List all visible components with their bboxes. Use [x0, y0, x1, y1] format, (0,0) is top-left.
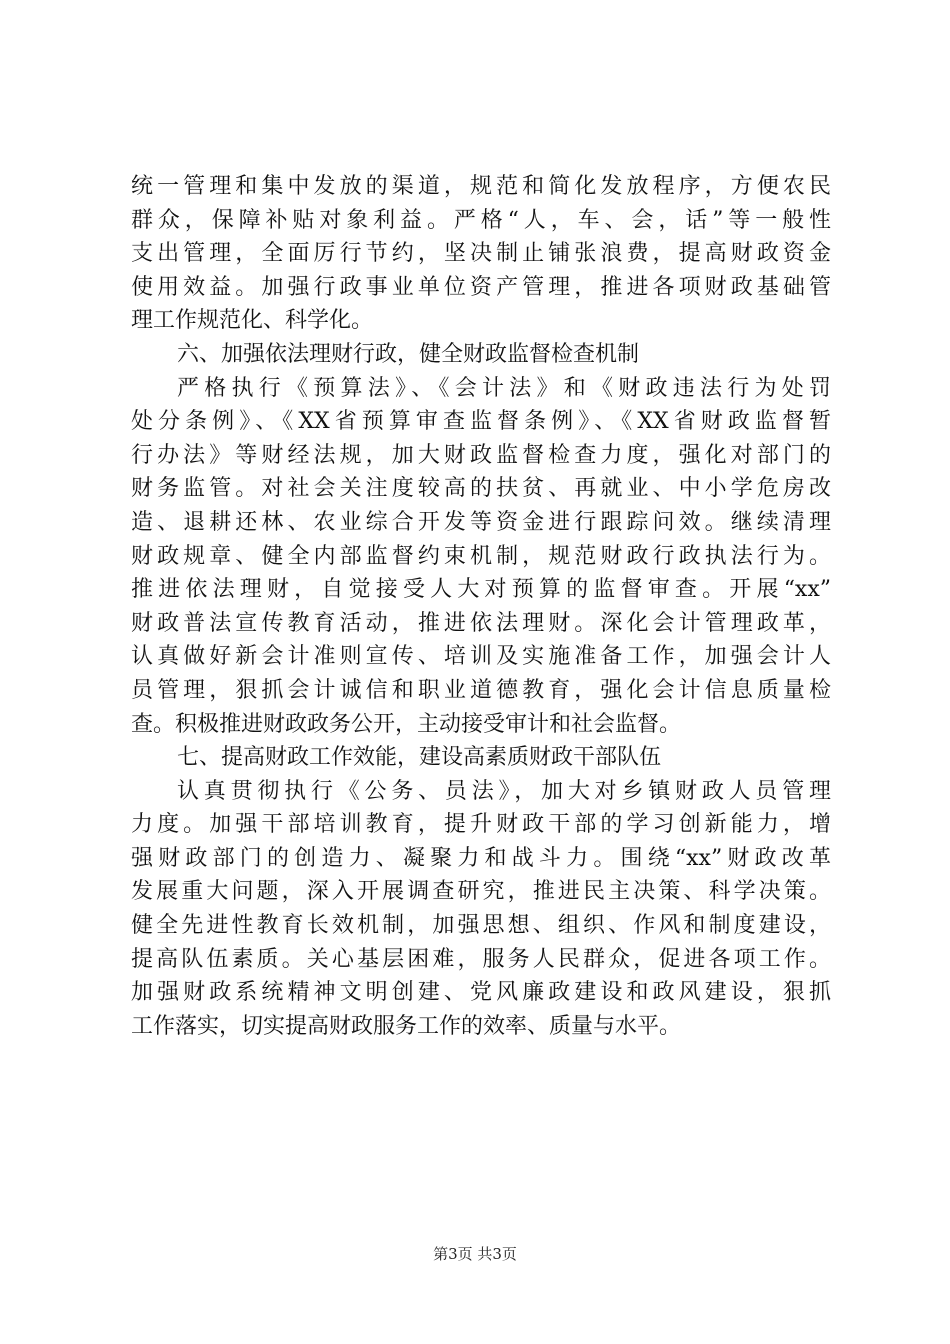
text-line: 处分条例》、《XX省预算审查监督条例》、《XX省财政监督暂	[131, 409, 831, 435]
text-line: 推进依法理财，自觉接受人大对预算的监督审查。开展“xx”	[131, 577, 831, 603]
text-line: 工作落实，切实提高财政服务工作的效率、质量与水平。	[131, 1013, 682, 1039]
text-line: 理工作规范化、科学化。	[131, 308, 374, 334]
text-line: 使用效益。加强行政事业单位资产管理，推进各项财政基础管	[131, 274, 831, 300]
page-footer: 第3页 共3页	[433, 1245, 517, 1263]
text-line: 财务监管。对社会关注度较高的扶贫、再就业、中小学危房改	[131, 476, 831, 502]
text-line: 强财政部门的创造力、凝聚力和战斗力。围绕“xx”财政改革	[131, 845, 831, 871]
text-line: 造、退耕还林、农业综合开发等资金进行跟踪问效。继续清理	[131, 509, 831, 535]
text-line: 健全先进性教育长效机制，加强思想、组织、作风和制度建设，	[131, 913, 831, 939]
text-line: 严格执行《预算法》、《会计法》和《财政违法行为处罚	[177, 375, 831, 401]
text-line: 加强财政系统精神文明创建、党风廉政建设和政风建设，狠抓	[131, 980, 831, 1006]
text-line: 提高队伍素质。关心基层困难，服务人民群众，促进各项工作。	[131, 946, 831, 972]
text-line: 财政规章、健全内部监督约束机制，规范财政行政执法行为。	[131, 543, 831, 569]
text-line: 员管理，狠抓会计诚信和职业道德教育，强化会计信息质量检	[131, 677, 831, 703]
text-line: 认真做好新会计准则宣传、培训及实施准备工作，加强会计人	[131, 644, 831, 670]
text-line: 支出管理，全面厉行节约，坚决制止铺张浪费，提高财政资金	[131, 241, 831, 267]
text-line: 统一管理和集中发放的渠道，规范和简化发放程序，方便农民	[131, 174, 831, 199]
text-line: 力度。加强干部培训教育，提升财政干部的学习创新能力，增	[131, 812, 831, 838]
section-heading-6: 六、加强依法理财行政，健全财政监督检查机制	[177, 341, 640, 367]
text-line: 财政普法宣传教育活动，推进依法理财。深化会计管理政革，	[131, 610, 831, 636]
text-line: 认真贯彻执行《公务、员法》，加大对乡镇财政人员管理	[177, 778, 831, 804]
text-line: 行办法》等财经法规，加大财政监督检查力度，强化对部门的	[131, 442, 831, 468]
section-heading-7: 七、提高财政工作效能，建设高素质财政干部队伍	[177, 745, 662, 771]
text-line: 发展重大问题，深入开展调查研究，推进民主决策、科学决策。	[131, 879, 831, 905]
document-body	[131, 170, 831, 1043]
text-line: 查。积极推进财政政务公开，主动接受审计和社会监督。	[131, 711, 682, 737]
text-line: 群众，保障补贴对象利益。严格“人，车、会，话”等一般性	[131, 207, 831, 233]
